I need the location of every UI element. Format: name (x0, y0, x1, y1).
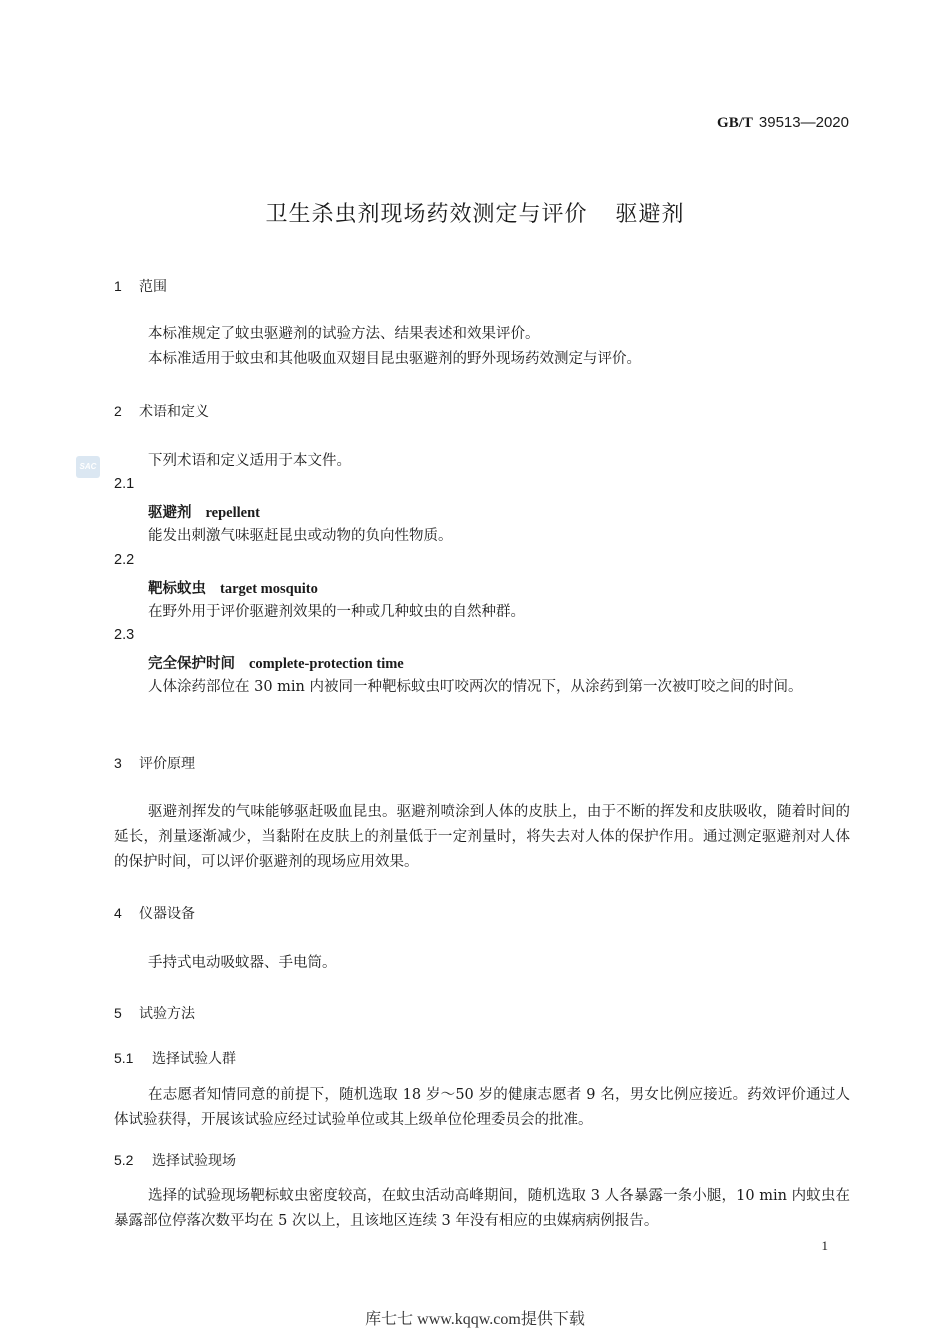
section-2-intro: 下列术语和定义适用于本文件。 (148, 453, 351, 469)
section-1-paragraph-2: 本标准适用于蚊虫和其他吸血双翅目昆虫驱避剂的野外现场药效测定与评价。 (148, 351, 641, 367)
standard-prefix: GB/T (717, 115, 753, 131)
standard-number: 39513—2020 (758, 114, 849, 131)
section-4-paragraph: 手持式电动吸蚊器、手电筒。 (148, 955, 337, 971)
definition-2-1: 能发出刺激气味驱赶昆虫或动物的负向性物质。 (148, 528, 453, 544)
section-heading-2: 2 术语和定义 (114, 403, 209, 420)
section-3-paragraph: 驱避剂挥发的气味能够驱赶吸血昆虫。驱避剂喷涂到人体的皮肤上，由于不断的挥发和皮肤吸收，随着时间的延长，剂量逐渐减少，当黏附在皮肤上的剂量低于一定剂量时，将失去对人体的保护作用。通过测定驱避剂对人体的保护时间，可以评价驱避剂的现场应用效果。 (114, 804, 850, 870)
subsection-heading-5-2: 5.2 选择试验现场 (114, 1152, 236, 1169)
section-heading-5: 5 试验方法 (114, 1005, 195, 1022)
document-title (0, 197, 950, 228)
subsection-5-2-paragraph: 选择的试验现场靶标蚊虫密度较高，在蚊虫活动高峰期间，随机选取 3 人各暴露一条小腿，10 min 内蚊虫在暴露部位停落次数平均在 5 次以上，且该地区连续 3 年没有相应的虫媒病病例报告。 (114, 1188, 850, 1229)
title-main: 卫生杀虫剂现场药效测定与评价 (265, 202, 588, 227)
standard-code (717, 114, 849, 132)
section-heading-4: 4 仪器设备 (114, 905, 195, 922)
footer-download-notice: 库七七 www.kqqw.com提供下载 (365, 1311, 585, 1328)
section-heading-1: 1 范围 (114, 278, 167, 295)
section-heading-3: 3 评价原理 (114, 755, 195, 772)
subsection-heading-5-1: 5.1 选择试验人群 (114, 1050, 236, 1067)
clause-number-2-1: 2.1 (114, 476, 135, 492)
page-number: 1 (821, 1238, 828, 1253)
section-1-paragraph-1: 本标准规定了蚊虫驱避剂的试验方法、结果表述和效果评价。 (148, 326, 540, 342)
clause-number-2-3: 2.3 (114, 627, 135, 643)
subsection-5-1-paragraph: 在志愿者知情同意的前提下，随机选取 18 岁～50 岁的健康志愿者 9 名，男女比例应接近。药效评价通过人体试验获得，开展该试验应经过试验单位或其上级单位伦理委员会的批准。 (114, 1087, 850, 1128)
term-2-1: 驱避剂 repellent (148, 505, 260, 521)
clause-number-2-2: 2.2 (114, 552, 135, 568)
definition-2-3: 人体涂药部位在 30 min 内被同一种靶标蚊虫叮咬两次的情况下，从涂药到第一次被叮咬之间的时间。 (148, 679, 803, 695)
term-2-3: 完全保护时间 complete-protection time (148, 656, 404, 672)
sac-logo-icon: SAC (76, 456, 100, 478)
title-sub: 驱避剂 (615, 202, 685, 227)
definition-2-2: 在野外用于评价驱避剂效果的一种或几种蚊虫的自然种群。 (148, 604, 525, 620)
term-2-2: 靶标蚊虫 target mosquito (148, 581, 318, 597)
